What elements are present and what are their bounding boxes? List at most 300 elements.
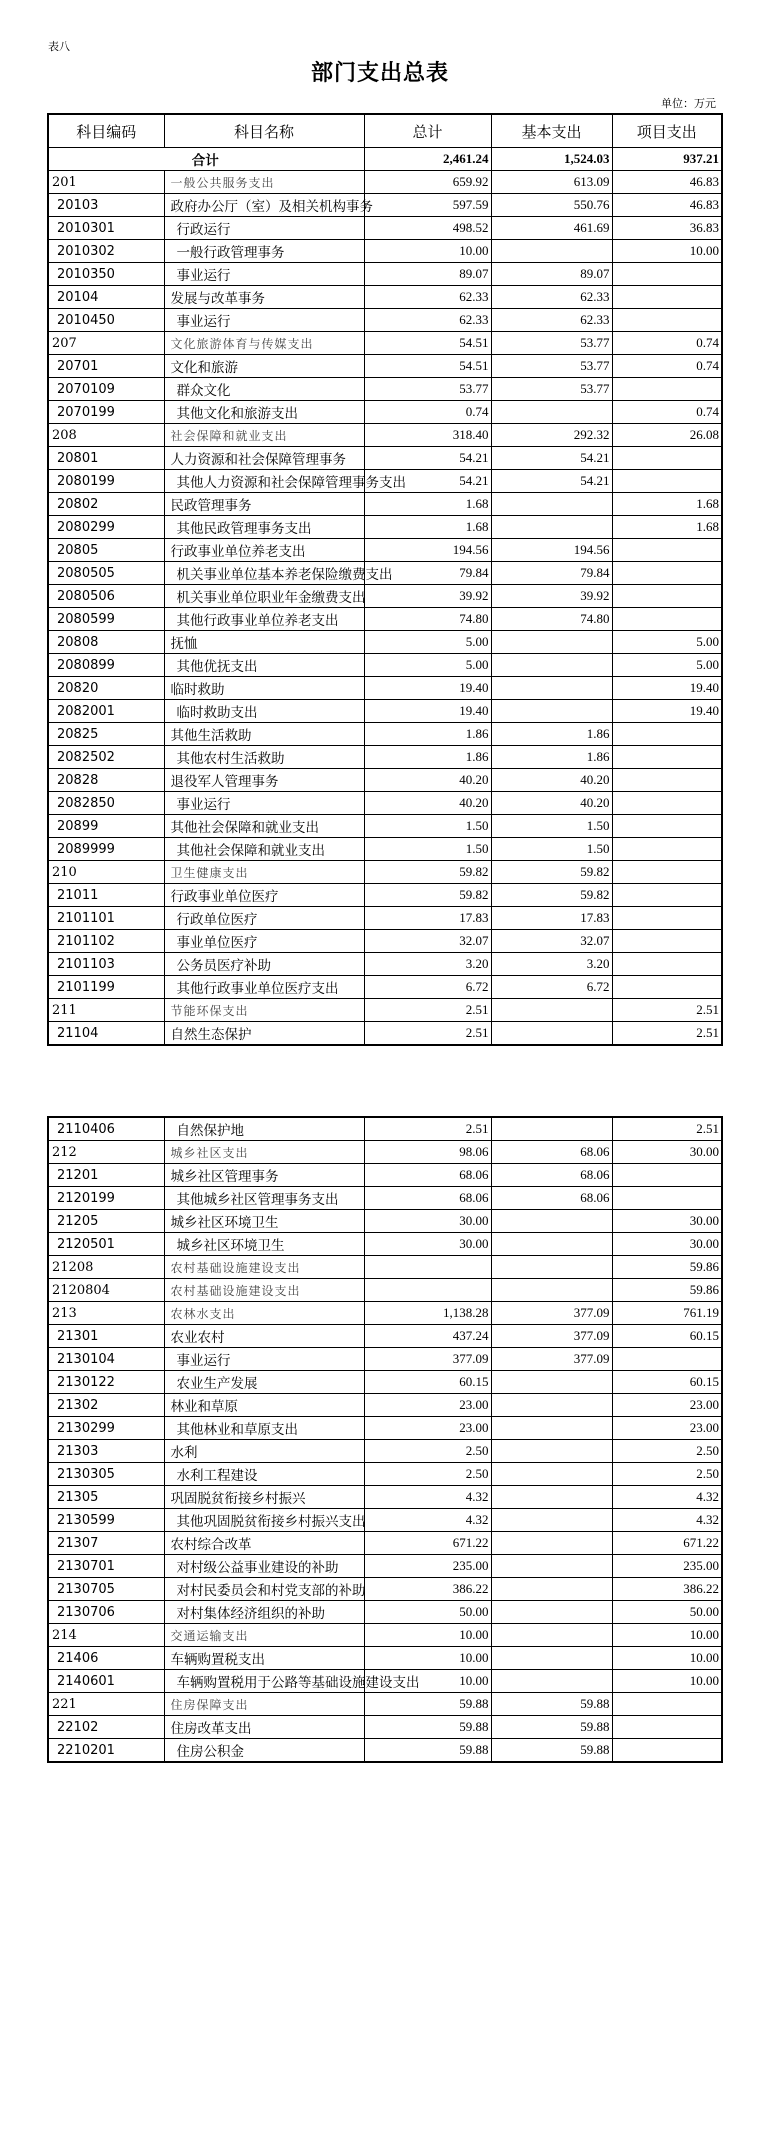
row-total-cell: 50.00 [364, 1601, 491, 1624]
row-basic-cell [491, 1371, 612, 1394]
row-basic-cell: 40.20 [491, 769, 612, 792]
row-project-cell [612, 746, 722, 769]
table-row [48, 1601, 722, 1624]
row-basic-cell [491, 1117, 612, 1141]
table-row [48, 1440, 722, 1463]
table-row [48, 815, 722, 838]
row-code-cell: 21104 [48, 1022, 164, 1046]
column-header-basic: 基本支出 [491, 114, 612, 148]
row-code-cell: 2080199 [48, 470, 164, 493]
row-basic-cell: 461.69 [491, 217, 612, 240]
row-project-cell [612, 769, 722, 792]
row-code-cell: 214 [48, 1624, 164, 1647]
row-total-cell: 54.21 [364, 447, 491, 470]
table-row [48, 792, 722, 815]
row-project-cell [612, 562, 722, 585]
row-total-cell: 10.00 [364, 1670, 491, 1693]
row-name-cell: 其他林业和草原支出 [164, 1417, 364, 1440]
row-code-cell: 20828 [48, 769, 164, 792]
table-row [48, 585, 722, 608]
row-code-cell: 2101102 [48, 930, 164, 953]
row-basic-cell [491, 1417, 612, 1440]
row-name-cell: 文化旅游体育与传媒支出 [164, 332, 364, 355]
row-name-cell: 交通运输支出 [164, 1624, 364, 1647]
row-total-cell: 59.88 [364, 1716, 491, 1739]
row-project-cell: 235.00 [612, 1555, 722, 1578]
row-name-cell: 发展与改革事务 [164, 286, 364, 309]
row-total-cell: 53.77 [364, 378, 491, 401]
row-name-cell: 事业单位医疗 [164, 930, 364, 953]
row-basic-cell: 62.33 [491, 309, 612, 332]
table-row [48, 1578, 722, 1601]
row-name-cell: 农业农村 [164, 1325, 364, 1348]
row-basic-cell: 53.77 [491, 378, 612, 401]
row-code-cell: 2130305 [48, 1463, 164, 1486]
table-row [48, 1187, 722, 1210]
row-name-cell: 其他城乡社区管理事务支出 [164, 1187, 364, 1210]
table-row [48, 907, 722, 930]
table-row [48, 838, 722, 861]
table-row [48, 194, 722, 217]
row-code-cell: 2080299 [48, 516, 164, 539]
row-name-cell: 其他文化和旅游支出 [164, 401, 364, 424]
row-name-cell: 农业生产发展 [164, 1371, 364, 1394]
table-row [48, 171, 722, 194]
row-name-cell: 自然保护地 [164, 1117, 364, 1141]
row-total-cell: 54.51 [364, 355, 491, 378]
row-basic-cell [491, 1394, 612, 1417]
table-row [48, 263, 722, 286]
row-name-cell: 农村基础设施建设支出 [164, 1256, 364, 1279]
row-code-cell: 2101101 [48, 907, 164, 930]
row-project-cell: 2.51 [612, 1117, 722, 1141]
row-code-cell: 2082502 [48, 746, 164, 769]
row-total-cell: 4.32 [364, 1509, 491, 1532]
row-basic-cell [491, 493, 612, 516]
table-row [48, 746, 722, 769]
row-total-cell: 1.68 [364, 493, 491, 516]
row-basic-cell: 1.86 [491, 723, 612, 746]
row-project-cell: 10.00 [612, 1670, 722, 1693]
row-total-cell: 89.07 [364, 263, 491, 286]
row-basic-cell: 377.09 [491, 1302, 612, 1325]
row-project-cell [612, 1739, 722, 1763]
row-project-cell: 46.83 [612, 194, 722, 217]
table-row [48, 378, 722, 401]
table-row [48, 493, 722, 516]
row-name-cell: 公务员医疗补助 [164, 953, 364, 976]
table-row [48, 631, 722, 654]
row-total-cell: 2.51 [364, 1022, 491, 1046]
row-code-cell: 20820 [48, 677, 164, 700]
row-basic-cell: 32.07 [491, 930, 612, 953]
table-row [48, 976, 722, 999]
row-basic-cell: 377.09 [491, 1325, 612, 1348]
row-code-cell: 2140601 [48, 1670, 164, 1693]
row-code-cell: 2080505 [48, 562, 164, 585]
row-basic-cell: 194.56 [491, 539, 612, 562]
row-basic-cell: 59.88 [491, 1693, 612, 1716]
row-code-cell: 208 [48, 424, 164, 447]
expenditure-table-part2 [47, 1116, 723, 1763]
row-code-cell: 2080899 [48, 654, 164, 677]
row-basic-cell: 550.76 [491, 194, 612, 217]
row-basic-cell [491, 1624, 612, 1647]
row-basic-cell: 53.77 [491, 332, 612, 355]
row-basic-cell: 6.72 [491, 976, 612, 999]
row-code-cell: 2210201 [48, 1739, 164, 1763]
row-total-cell: 59.82 [364, 884, 491, 907]
row-code-cell: 21302 [48, 1394, 164, 1417]
row-basic-cell [491, 1601, 612, 1624]
row-total-cell: 2.50 [364, 1440, 491, 1463]
row-total-cell: 17.83 [364, 907, 491, 930]
row-project-cell [612, 286, 722, 309]
table-row [48, 884, 722, 907]
table-row [48, 1302, 722, 1325]
row-project-cell: 23.00 [612, 1394, 722, 1417]
row-name-cell: 住房改革支出 [164, 1716, 364, 1739]
row-name-cell: 对村民委员会和村党支部的补助 [164, 1578, 364, 1601]
row-code-cell: 213 [48, 1302, 164, 1325]
row-name-cell: 水利 [164, 1440, 364, 1463]
row-project-cell [612, 953, 722, 976]
row-total-cell: 1,138.28 [364, 1302, 491, 1325]
row-project-cell [612, 1164, 722, 1187]
row-basic-cell: 292.32 [491, 424, 612, 447]
row-basic-cell [491, 1486, 612, 1509]
expenditure-table-part1 [47, 113, 723, 1046]
row-basic-cell [491, 700, 612, 723]
row-basic-cell [491, 1279, 612, 1302]
total-label: 合计 [48, 148, 364, 171]
row-basic-cell [491, 1532, 612, 1555]
table-row [48, 217, 722, 240]
table-row [48, 1739, 722, 1763]
row-project-cell: 30.00 [612, 1210, 722, 1233]
row-basic-cell: 54.21 [491, 470, 612, 493]
table-row [48, 1532, 722, 1555]
row-basic-cell [491, 240, 612, 263]
row-code-cell: 21208 [48, 1256, 164, 1279]
table-row [48, 677, 722, 700]
row-basic-cell: 68.06 [491, 1141, 612, 1164]
row-project-cell: 1.68 [612, 516, 722, 539]
row-total-cell: 318.40 [364, 424, 491, 447]
unit-label: 单位：万元 [661, 97, 716, 110]
row-total-cell: 2.51 [364, 1117, 491, 1141]
row-code-cell: 201 [48, 171, 164, 194]
row-code-cell: 20103 [48, 194, 164, 217]
row-basic-cell: 62.33 [491, 286, 612, 309]
row-name-cell: 林业和草原 [164, 1394, 364, 1417]
row-project-cell: 2.51 [612, 999, 722, 1022]
row-project-cell: 19.40 [612, 700, 722, 723]
row-total-cell: 98.06 [364, 1141, 491, 1164]
row-project-cell: 5.00 [612, 631, 722, 654]
row-code-cell: 2080599 [48, 608, 164, 631]
table-row [48, 1716, 722, 1739]
row-project-cell [612, 447, 722, 470]
table-row [48, 930, 722, 953]
table-row [48, 1647, 722, 1670]
row-project-cell: 4.32 [612, 1509, 722, 1532]
row-basic-cell [491, 1233, 612, 1256]
row-code-cell: 2130599 [48, 1509, 164, 1532]
table-row [48, 1325, 722, 1348]
row-project-cell [612, 378, 722, 401]
row-name-cell: 城乡社区环境卫生 [164, 1210, 364, 1233]
row-basic-cell: 54.21 [491, 447, 612, 470]
table-row [48, 1256, 722, 1279]
row-name-cell: 一般行政管理事务 [164, 240, 364, 263]
table-row [48, 953, 722, 976]
row-name-cell: 其他行政事业单位养老支出 [164, 608, 364, 631]
row-code-cell: 2082001 [48, 700, 164, 723]
row-project-cell: 36.83 [612, 217, 722, 240]
row-name-cell: 对村集体经济组织的补助 [164, 1601, 364, 1624]
row-code-cell: 21201 [48, 1164, 164, 1187]
row-project-cell [612, 861, 722, 884]
row-total-cell: 386.22 [364, 1578, 491, 1601]
row-code-cell: 2080506 [48, 585, 164, 608]
row-total-cell: 5.00 [364, 654, 491, 677]
row-name-cell: 事业运行 [164, 309, 364, 332]
table-row [48, 1279, 722, 1302]
row-project-cell: 761.19 [612, 1302, 722, 1325]
row-total-cell [364, 1279, 491, 1302]
table-row [48, 1394, 722, 1417]
row-name-cell: 农村基础设施建设支出 [164, 1279, 364, 1302]
table-row [48, 654, 722, 677]
row-project-cell [612, 723, 722, 746]
row-total-cell: 498.52 [364, 217, 491, 240]
row-name-cell: 一般公共服务支出 [164, 171, 364, 194]
row-basic-cell [491, 677, 612, 700]
row-name-cell: 民政管理事务 [164, 493, 364, 516]
row-name-cell: 机关事业单位职业年金缴费支出 [164, 585, 364, 608]
row-code-cell: 2130706 [48, 1601, 164, 1624]
total-total: 2,461.24 [364, 148, 491, 171]
row-project-cell: 10.00 [612, 240, 722, 263]
row-project-cell: 0.74 [612, 401, 722, 424]
row-total-cell: 19.40 [364, 700, 491, 723]
row-name-cell: 行政事业单位养老支出 [164, 539, 364, 562]
row-total-cell: 5.00 [364, 631, 491, 654]
row-name-cell: 卫生健康支出 [164, 861, 364, 884]
row-basic-cell [491, 631, 612, 654]
row-name-cell: 事业运行 [164, 263, 364, 286]
row-name-cell: 节能环保支出 [164, 999, 364, 1022]
row-project-cell: 10.00 [612, 1624, 722, 1647]
row-project-cell: 5.00 [612, 654, 722, 677]
row-total-cell: 60.15 [364, 1371, 491, 1394]
row-total-cell: 10.00 [364, 1647, 491, 1670]
row-total-cell: 59.88 [364, 1693, 491, 1716]
row-code-cell: 2101103 [48, 953, 164, 976]
row-code-cell: 22102 [48, 1716, 164, 1739]
row-basic-cell: 613.09 [491, 171, 612, 194]
row-name-cell: 其他优抚支出 [164, 654, 364, 677]
row-code-cell: 20104 [48, 286, 164, 309]
table-row [48, 562, 722, 585]
table-row [48, 608, 722, 631]
row-code-cell: 2101199 [48, 976, 164, 999]
row-project-cell [612, 884, 722, 907]
table-row [48, 723, 722, 746]
table-row [48, 401, 722, 424]
row-name-cell: 住房保障支出 [164, 1693, 364, 1716]
row-basic-cell [491, 401, 612, 424]
row-name-cell: 自然生态保护 [164, 1022, 364, 1046]
row-code-cell: 20899 [48, 815, 164, 838]
row-project-cell [612, 838, 722, 861]
row-code-cell: 212 [48, 1141, 164, 1164]
table-row [48, 1141, 722, 1164]
row-project-cell: 59.86 [612, 1256, 722, 1279]
row-code-cell: 2130104 [48, 1348, 164, 1371]
total-basic: 1,524.03 [491, 148, 612, 171]
row-total-cell: 10.00 [364, 240, 491, 263]
row-total-cell: 54.51 [364, 332, 491, 355]
table-row [48, 769, 722, 792]
row-project-cell [612, 1348, 722, 1371]
row-total-cell: 2.50 [364, 1463, 491, 1486]
row-name-cell: 农林水支出 [164, 1302, 364, 1325]
row-total-cell: 19.40 [364, 677, 491, 700]
table-row [48, 1670, 722, 1693]
row-project-cell [612, 792, 722, 815]
row-basic-cell [491, 1463, 612, 1486]
row-name-cell: 政府办公厅（室）及相关机构事务 [164, 194, 364, 217]
row-code-cell: 2120199 [48, 1187, 164, 1210]
table-row [48, 1022, 722, 1046]
row-name-cell: 水利工程建设 [164, 1463, 364, 1486]
row-total-cell: 6.72 [364, 976, 491, 999]
row-project-cell: 2.51 [612, 1022, 722, 1046]
row-code-cell: 20801 [48, 447, 164, 470]
row-name-cell: 临时救助支出 [164, 700, 364, 723]
table-row [48, 1486, 722, 1509]
table-row [48, 1555, 722, 1578]
row-code-cell: 21303 [48, 1440, 164, 1463]
row-project-cell [612, 1187, 722, 1210]
row-project-cell [612, 930, 722, 953]
row-project-cell [612, 309, 722, 332]
row-project-cell: 60.15 [612, 1371, 722, 1394]
row-name-cell: 其他社会保障和就业支出 [164, 838, 364, 861]
row-basic-cell: 59.82 [491, 884, 612, 907]
row-name-cell: 退役军人管理事务 [164, 769, 364, 792]
column-header-project: 项目支出 [612, 114, 722, 148]
row-total-cell: 23.00 [364, 1417, 491, 1440]
row-project-cell: 4.32 [612, 1486, 722, 1509]
table-row [48, 240, 722, 263]
row-code-cell: 2120501 [48, 1233, 164, 1256]
row-basic-cell: 74.80 [491, 608, 612, 631]
table-row [48, 355, 722, 378]
row-project-cell: 386.22 [612, 1578, 722, 1601]
row-name-cell: 临时救助 [164, 677, 364, 700]
table-row [48, 1417, 722, 1440]
row-code-cell: 2082850 [48, 792, 164, 815]
row-basic-cell: 59.88 [491, 1739, 612, 1763]
table-row [48, 1624, 722, 1647]
row-total-cell [364, 1256, 491, 1279]
row-code-cell: 2010350 [48, 263, 164, 286]
row-name-cell: 城乡社区管理事务 [164, 1164, 364, 1187]
table-row [48, 286, 722, 309]
row-total-cell: 194.56 [364, 539, 491, 562]
row-name-cell: 群众文化 [164, 378, 364, 401]
row-total-cell: 30.00 [364, 1210, 491, 1233]
column-header-code: 科目编码 [48, 114, 164, 148]
table-row [48, 1210, 722, 1233]
row-name-cell: 城乡社区环境卫生 [164, 1233, 364, 1256]
row-total-cell: 235.00 [364, 1555, 491, 1578]
row-name-cell: 人力资源和社会保障管理事务 [164, 447, 364, 470]
row-code-cell: 2010450 [48, 309, 164, 332]
row-name-cell: 文化和旅游 [164, 355, 364, 378]
row-total-cell: 68.06 [364, 1164, 491, 1187]
row-name-cell: 行政单位医疗 [164, 907, 364, 930]
table-row [48, 1371, 722, 1394]
row-basic-cell: 68.06 [491, 1187, 612, 1210]
row-project-cell: 30.00 [612, 1233, 722, 1256]
row-project-cell: 60.15 [612, 1325, 722, 1348]
row-basic-cell [491, 654, 612, 677]
row-code-cell: 207 [48, 332, 164, 355]
row-name-cell: 其他社会保障和就业支出 [164, 815, 364, 838]
table-row [48, 1348, 722, 1371]
row-basic-cell: 17.83 [491, 907, 612, 930]
table-row [48, 1233, 722, 1256]
row-basic-cell: 40.20 [491, 792, 612, 815]
row-project-cell [612, 815, 722, 838]
row-total-cell: 40.20 [364, 769, 491, 792]
row-name-cell: 其他行政事业单位医疗支出 [164, 976, 364, 999]
table-number-tag: 表八 [48, 40, 70, 53]
row-project-cell [612, 976, 722, 999]
row-name-cell: 事业运行 [164, 1348, 364, 1371]
table-row [48, 470, 722, 493]
table-row [48, 861, 722, 884]
row-basic-cell: 1.86 [491, 746, 612, 769]
row-name-cell: 城乡社区支出 [164, 1141, 364, 1164]
row-total-cell: 1.50 [364, 838, 491, 861]
table-row [48, 999, 722, 1022]
row-name-cell: 对村级公益事业建设的补助 [164, 1555, 364, 1578]
row-total-cell: 23.00 [364, 1394, 491, 1417]
row-project-cell: 10.00 [612, 1647, 722, 1670]
total-project: 937.21 [612, 148, 722, 171]
row-total-cell: 437.24 [364, 1325, 491, 1348]
row-code-cell: 20825 [48, 723, 164, 746]
row-total-cell: 32.07 [364, 930, 491, 953]
column-header-total: 总计 [364, 114, 491, 148]
row-name-cell: 其他民政管理事务支出 [164, 516, 364, 539]
row-code-cell: 2130701 [48, 1555, 164, 1578]
row-code-cell: 21205 [48, 1210, 164, 1233]
row-basic-cell [491, 1022, 612, 1046]
row-code-cell: 2130299 [48, 1417, 164, 1440]
row-total-cell: 1.68 [364, 516, 491, 539]
row-project-cell: 0.74 [612, 355, 722, 378]
row-name-cell: 社会保障和就业支出 [164, 424, 364, 447]
table-row [48, 1509, 722, 1532]
row-basic-cell [491, 1256, 612, 1279]
row-code-cell: 21011 [48, 884, 164, 907]
